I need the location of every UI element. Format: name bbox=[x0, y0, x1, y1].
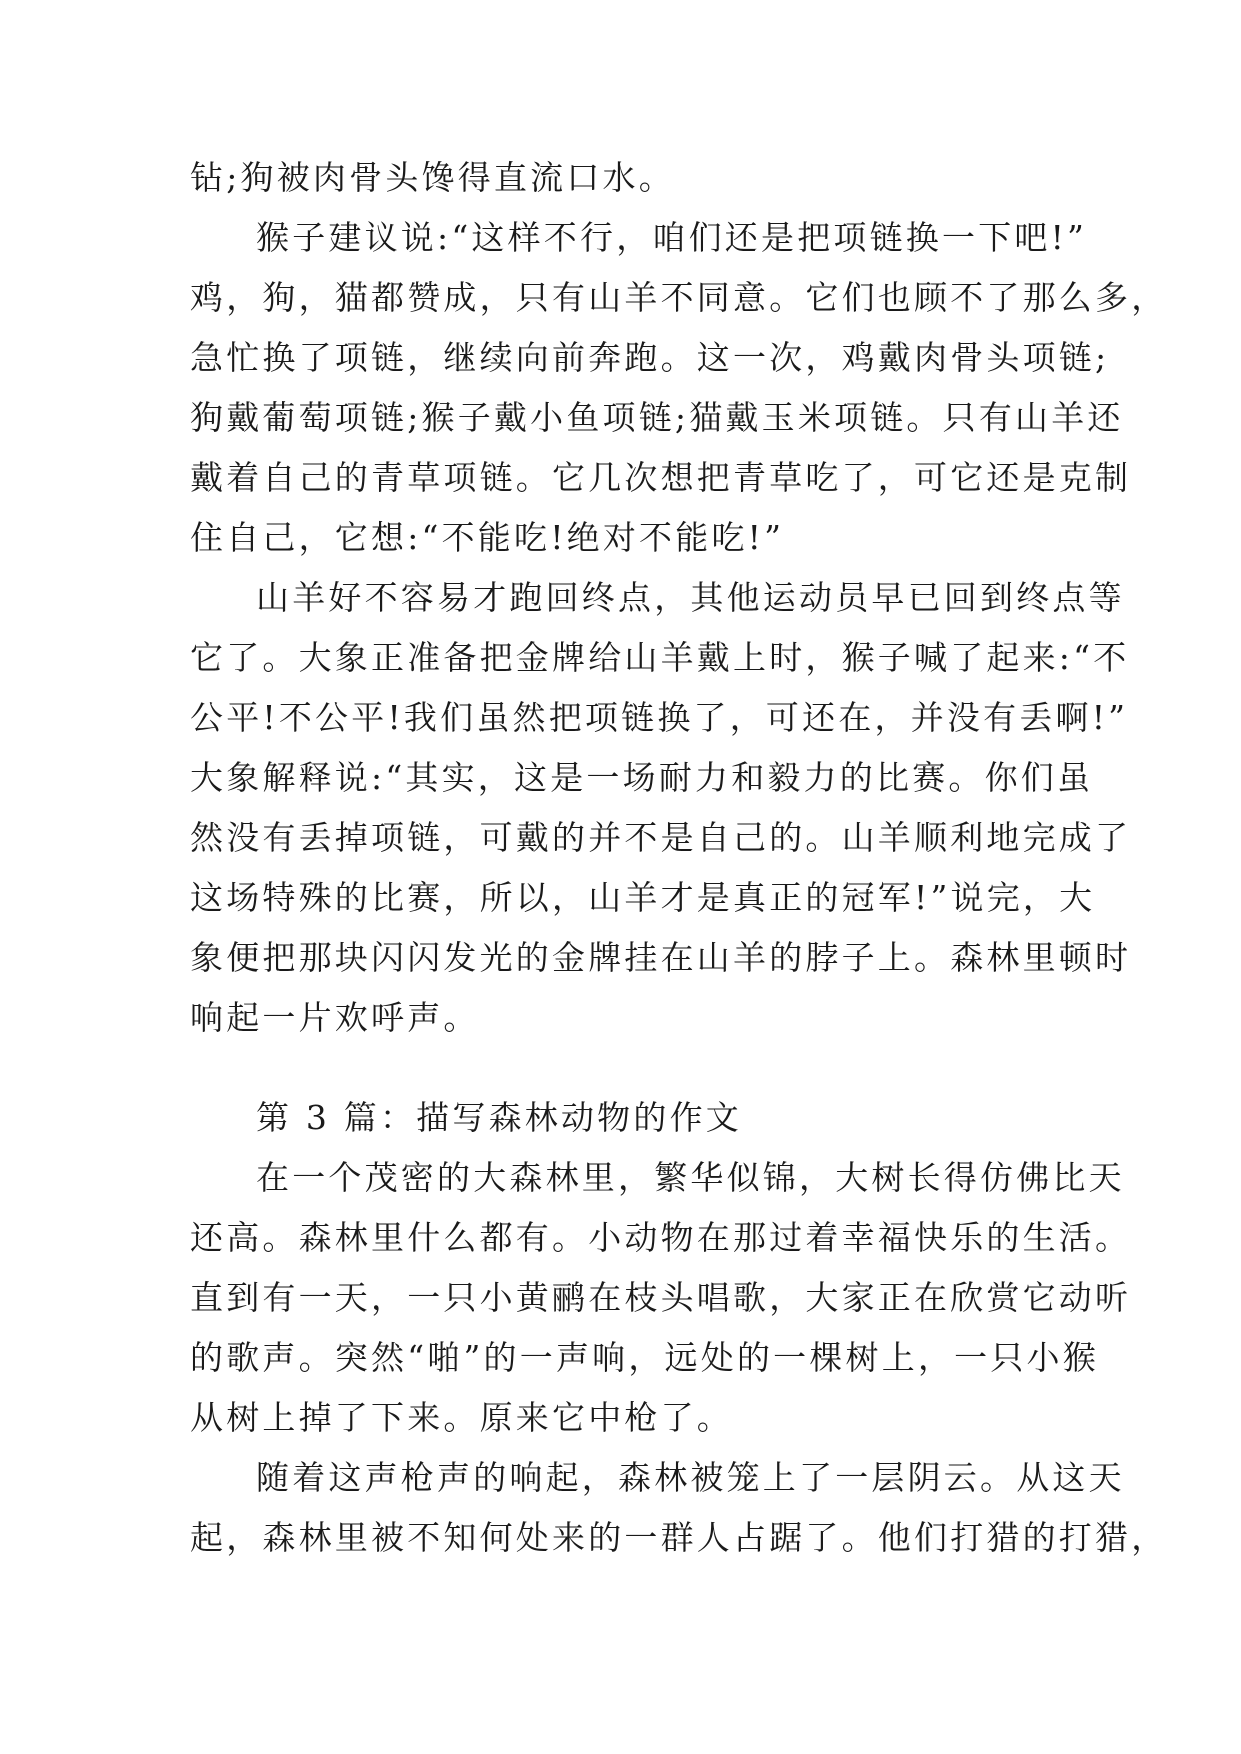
text-line: 急忙换了项链，继续向前奔跑。这一次，鸡戴肉骨头项链; bbox=[190, 338, 1110, 377]
paragraph-start-line: 在一个茂密的大森林里，繁华似锦，大树长得仿佛比天 bbox=[256, 1158, 1125, 1197]
text-line: 象便把那块闪闪发光的金牌挂在山羊的脖子上。森林里顿时 bbox=[190, 938, 1132, 977]
section-heading: 第 3 篇：描写森林动物的作文 bbox=[256, 1098, 742, 1137]
text-line: 响起一片欢呼声。 bbox=[190, 998, 480, 1037]
text-line: 直到有一天，一只小黄鹂在枝头唱歌，大家正在欣赏它动听 bbox=[190, 1278, 1132, 1317]
paragraph-start-line: 随着这声枪声的响起，森林被笼上了一层阴云。从这天 bbox=[256, 1458, 1125, 1497]
text-line: 还高。森林里什么都有。小动物在那过着幸福快乐的生活。 bbox=[190, 1218, 1132, 1257]
text-line: 狗戴葡萄项链;猴子戴小鱼项链;猫戴玉米项链。只有山羊还 bbox=[190, 398, 1124, 437]
paragraph-start-line: 猴子建议说:“这样不行，咱们还是把项链换一下吧!” bbox=[256, 218, 1088, 257]
text-line: 鸡，狗，猫都赞成，只有山羊不同意。它们也顾不了那么多， bbox=[190, 278, 1168, 317]
text-line: 大象解释说:“其实，这是一场耐力和毅力的比赛。你们虽 bbox=[190, 758, 1094, 797]
text-line: 起，森林里被不知何处来的一群人占踞了。他们打猎的打猎， bbox=[190, 1518, 1168, 1557]
text-line: 住自己，它想:“不能吃!绝对不能吃!” bbox=[190, 518, 785, 557]
text-line: 钻;狗被肉骨头馋得直流口水。 bbox=[190, 158, 675, 197]
paragraph-start-line: 山羊好不容易才跑回终点，其他运动员早已回到终点等 bbox=[256, 578, 1125, 617]
text-line: 的歌声。突然“啪”的一声响，远处的一棵树上，一只小猴 bbox=[190, 1338, 1099, 1377]
text-line: 这场特殊的比赛，所以，山羊才是真正的冠军!”说完，大 bbox=[190, 878, 1096, 917]
text-line: 它了。大象正准备把金牌给山羊戴上时，猴子喊了起来:“不 bbox=[190, 638, 1130, 677]
text-line: 从树上掉了下来。原来它中枪了。 bbox=[190, 1398, 733, 1437]
text-line: 戴着自己的青草项链。它几次想把青草吃了，可它还是克制 bbox=[190, 458, 1132, 497]
text-line: 然没有丢掉项链，可戴的并不是自己的。山羊顺利地完成了 bbox=[190, 818, 1132, 857]
text-line: 公平!不公平!我们虽然把项链换了，可还在，并没有丢啊!” bbox=[190, 698, 1129, 737]
